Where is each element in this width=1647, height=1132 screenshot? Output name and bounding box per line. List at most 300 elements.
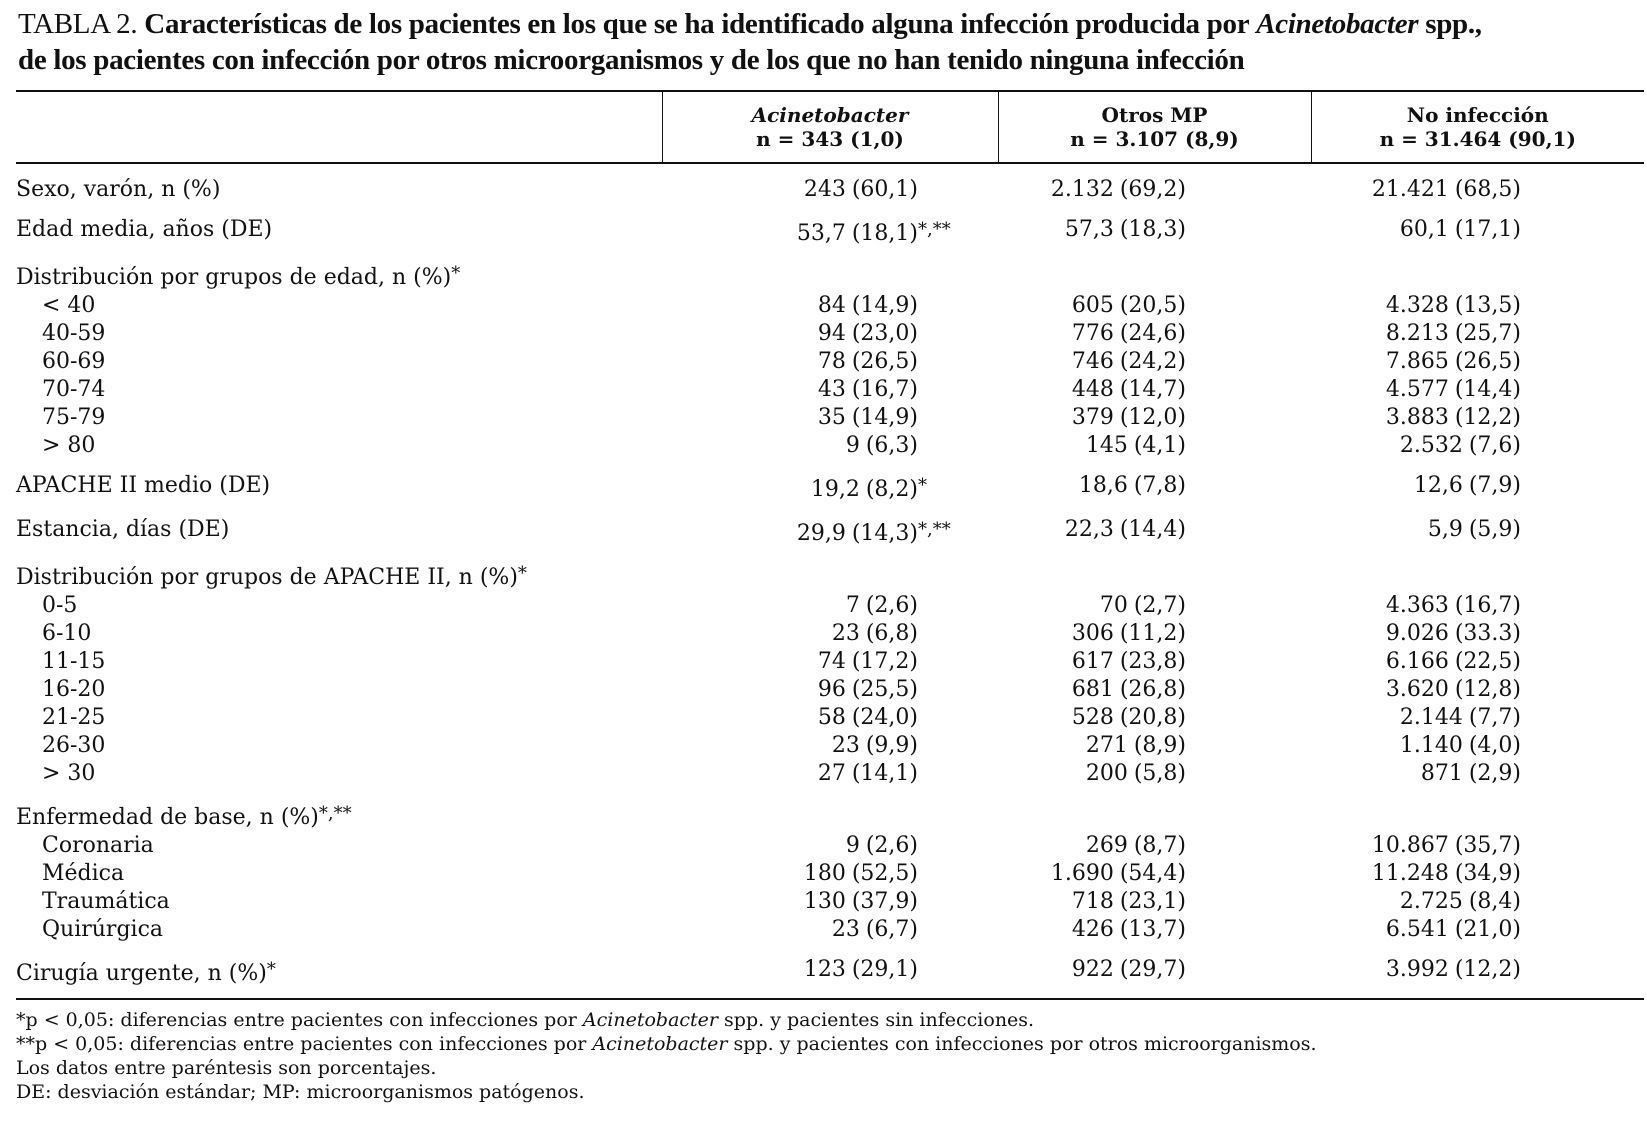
table-row <box>16 460 1644 504</box>
row-label: 6-10 <box>42 621 92 646</box>
value-percent: (14,4) <box>1454 377 1521 402</box>
value-percent: (16,7) <box>851 377 918 402</box>
header-acinetobacter <box>662 91 998 163</box>
value-percent: (12,8) <box>1454 677 1521 702</box>
row-label: Traumática <box>42 889 170 914</box>
value-percent: (34,9) <box>1454 861 1521 886</box>
value-wrap <box>1008 620 1186 648</box>
value-wrap <box>728 832 918 860</box>
value-cell <box>662 404 998 432</box>
value-cell <box>998 432 1311 460</box>
value-cell <box>998 548 1311 592</box>
value-count: 180 <box>803 861 846 886</box>
value-percent: (12,2) <box>1454 405 1521 430</box>
row-label-superscript: * <box>266 959 276 980</box>
value-count: 426 <box>1071 917 1114 942</box>
row-label-cell <box>16 376 662 404</box>
table-row <box>16 704 1644 732</box>
value-cell <box>662 548 998 592</box>
table-row <box>16 944 1644 999</box>
header-name: Acinetobacter <box>751 103 909 127</box>
value-count: 123 <box>803 957 846 982</box>
row-label-superscript: *,** <box>318 803 352 824</box>
value-count: 70 <box>1099 593 1128 618</box>
row-label-cell <box>16 460 662 504</box>
row-label: Distribución por grupos de edad, n (%) <box>16 265 452 290</box>
value-wrap <box>728 676 918 704</box>
value-percent: (2,7) <box>1133 593 1186 618</box>
value-count: 528 <box>1071 705 1114 730</box>
value-cell <box>1311 732 1644 760</box>
table-row <box>16 163 1644 204</box>
value-cell <box>998 676 1311 704</box>
value-count: 1.690 <box>1050 861 1114 886</box>
caption-line-2: de los pacientes con infección por otros microorganismos y de los que no han tenido ninguna infección <box>18 44 1245 76</box>
value-percent: (7,7) <box>1468 705 1521 730</box>
value-percent: (24,2) <box>1119 349 1186 374</box>
header-row <box>16 91 1644 163</box>
table-row <box>16 432 1644 460</box>
table-row <box>16 620 1644 648</box>
value-count: 35 <box>817 405 846 430</box>
value-cell <box>662 676 998 704</box>
value-wrap <box>728 732 918 760</box>
value-wrap <box>728 404 918 432</box>
value-percent: (4,1) <box>1133 433 1186 458</box>
value-cell <box>998 944 1311 999</box>
header-n: n = 343 (1,0) <box>756 127 904 151</box>
value-cell <box>998 163 1311 204</box>
value-count: 269 <box>1085 833 1128 858</box>
value-count: 681 <box>1071 677 1114 702</box>
value-wrap <box>1349 348 1521 376</box>
value-percent: (29,1) <box>851 957 918 982</box>
header-name: No infección <box>1406 103 1549 127</box>
value-cell <box>998 620 1311 648</box>
value-wrap <box>1349 620 1521 648</box>
value-count: 58 <box>817 705 846 730</box>
value-percent: (25,5) <box>851 677 918 702</box>
value-cell <box>1311 432 1644 460</box>
value-cell <box>998 376 1311 404</box>
value-wrap <box>1008 916 1186 944</box>
value-percent: (8,7) <box>1133 833 1186 858</box>
value-percent: (6,7) <box>865 917 918 942</box>
value-count: 776 <box>1071 321 1114 346</box>
value-wrap <box>728 648 918 676</box>
row-label-cell <box>16 916 662 944</box>
value-wrap <box>1008 376 1186 404</box>
row-label-cell <box>16 163 662 204</box>
value-percent: (21,0) <box>1454 917 1521 942</box>
value-percent: (2,9) <box>1468 761 1521 786</box>
value-percent: (7,8) <box>1133 473 1186 498</box>
value-wrap <box>1008 956 1186 984</box>
value-wrap <box>728 916 918 944</box>
value-cell <box>1311 648 1644 676</box>
value-percent: (8,4) <box>1468 889 1521 914</box>
value-wrap <box>1349 676 1521 704</box>
row-label: 21-25 <box>42 705 106 730</box>
value-cell <box>662 292 998 320</box>
value-cell <box>1311 163 1644 204</box>
value-cell <box>998 292 1311 320</box>
value-wrap <box>728 860 918 888</box>
value-cell <box>662 504 998 548</box>
value-cell <box>1311 292 1644 320</box>
value-wrap <box>1349 732 1521 760</box>
value-cell <box>1311 376 1644 404</box>
value-cell <box>662 704 998 732</box>
row-label: > 80 <box>42 433 96 458</box>
value-count: 1.140 <box>1399 733 1463 758</box>
value-percent: (14,9) <box>851 293 918 318</box>
value-count: 23 <box>831 621 860 646</box>
row-label: < 40 <box>42 293 96 318</box>
value-count: 718 <box>1071 889 1114 914</box>
value-wrap <box>1349 376 1521 404</box>
value-cell <box>1311 592 1644 620</box>
value-percent: (14,3) <box>851 521 918 546</box>
value-count: 94 <box>817 321 846 346</box>
caption-title-part1: Características de los pacientes en los que se ha identificado alguna infección producida por <box>144 8 1250 40</box>
row-label-cell <box>16 888 662 916</box>
value-wrap <box>1008 216 1186 244</box>
value-count: 379 <box>1071 405 1114 430</box>
value-wrap <box>1349 292 1521 320</box>
value-cell <box>1311 404 1644 432</box>
value-percent: (17,1) <box>1454 217 1521 242</box>
row-label: Distribución por grupos de APACHE II, n (%) <box>16 565 518 590</box>
header-empty <box>16 91 662 163</box>
value-wrap <box>1008 348 1186 376</box>
value-wrap <box>1349 704 1521 732</box>
row-label: Quirúrgica <box>42 917 163 942</box>
value-superscript: *,** <box>918 519 951 540</box>
value-percent: (23,0) <box>851 321 918 346</box>
value-cell <box>1311 788 1644 832</box>
value-count: 243 <box>803 177 846 202</box>
row-label: Estancia, días (DE) <box>16 517 230 542</box>
value-percent: (29,7) <box>1119 957 1186 982</box>
value-count: 605 <box>1071 293 1114 318</box>
table-row <box>16 376 1644 404</box>
header-n: n = 3.107 (8,9) <box>1070 127 1239 151</box>
row-label: Enfermedad de base, n (%) <box>16 805 319 830</box>
value-percent: (33.3) <box>1454 621 1521 646</box>
value-count: 448 <box>1071 377 1114 402</box>
value-count: 145 <box>1085 433 1128 458</box>
footnote-3: Los datos entre paréntesis son porcentajes. <box>16 1057 437 1079</box>
value-count: 23 <box>831 733 860 758</box>
value-percent: (4,0) <box>1468 733 1521 758</box>
value-cell <box>662 204 998 248</box>
value-wrap <box>1349 176 1521 204</box>
value-percent: (5,9) <box>1468 517 1521 542</box>
value-percent: (18,1) <box>851 221 918 246</box>
value-wrap <box>728 348 918 376</box>
value-count: 22,3 <box>1064 517 1114 542</box>
value-count: 60,1 <box>1399 217 1449 242</box>
table-row <box>16 320 1644 348</box>
value-percent: (37,9) <box>851 889 918 914</box>
value-count: 53,7 <box>796 221 846 246</box>
value-wrap <box>728 476 918 504</box>
value-percent: (69,2) <box>1119 177 1186 202</box>
table-row <box>16 292 1644 320</box>
value-percent: (20,8) <box>1119 705 1186 730</box>
table-row <box>16 676 1644 704</box>
value-cell <box>998 320 1311 348</box>
value-wrap <box>1349 516 1521 544</box>
value-cell <box>662 376 998 404</box>
value-count: 4.363 <box>1385 593 1449 618</box>
value-percent: (13,5) <box>1454 293 1521 318</box>
row-label: Edad media, años (DE) <box>16 217 273 242</box>
value-cell <box>998 788 1311 832</box>
value-percent: (52,5) <box>851 861 918 886</box>
value-percent: (22,5) <box>1454 649 1521 674</box>
value-count: 74 <box>817 649 846 674</box>
value-count: 3.883 <box>1385 405 1449 430</box>
row-label: 40-59 <box>42 321 106 346</box>
row-label: 16-20 <box>42 677 106 702</box>
row-label: 60-69 <box>42 349 106 374</box>
value-cell <box>662 592 998 620</box>
value-percent: (24,6) <box>1119 321 1186 346</box>
value-wrap <box>1008 676 1186 704</box>
value-wrap <box>1008 860 1186 888</box>
value-cell <box>662 432 998 460</box>
value-count: 4.577 <box>1385 377 1449 402</box>
value-cell <box>1311 944 1644 999</box>
table-footnotes <box>16 1008 1644 1104</box>
value-percent: (5,8) <box>1133 761 1186 786</box>
value-wrap <box>1008 592 1186 620</box>
row-label-cell <box>16 592 662 620</box>
value-wrap <box>1008 176 1186 204</box>
caption-title-part2: spp., <box>1425 8 1482 40</box>
table-row <box>16 832 1644 860</box>
value-percent: (2,6) <box>865 593 918 618</box>
value-cell <box>662 248 998 292</box>
row-label-cell <box>16 204 662 248</box>
value-percent: (2,6) <box>865 833 918 858</box>
table-row <box>16 860 1644 888</box>
footnote-text: spp. y pacientes con infecciones por otros microorganismos. <box>727 1033 1317 1055</box>
value-count: 9.026 <box>1385 621 1449 646</box>
value-cell <box>998 248 1311 292</box>
value-wrap <box>1349 432 1521 460</box>
value-percent: (12,2) <box>1454 957 1521 982</box>
value-superscript: *,** <box>918 219 951 240</box>
value-count: 617 <box>1071 649 1114 674</box>
row-label-cell <box>16 504 662 548</box>
table-row <box>16 888 1644 916</box>
value-wrap <box>1008 704 1186 732</box>
value-wrap <box>1349 916 1521 944</box>
value-wrap <box>728 592 918 620</box>
value-count: 922 <box>1071 957 1114 982</box>
row-label-cell <box>16 248 662 292</box>
table-row <box>16 760 1644 788</box>
value-count: 3.620 <box>1385 677 1449 702</box>
value-wrap <box>728 888 918 916</box>
table-row <box>16 204 1644 248</box>
value-cell <box>1311 460 1644 504</box>
value-count: 23 <box>831 917 860 942</box>
value-cell <box>998 592 1311 620</box>
table-row <box>16 548 1644 592</box>
value-cell <box>998 348 1311 376</box>
value-count: 27 <box>817 761 846 786</box>
value-percent: (16,7) <box>1454 593 1521 618</box>
value-percent: (23,1) <box>1119 889 1186 914</box>
value-wrap <box>728 520 918 548</box>
table-row <box>16 592 1644 620</box>
value-wrap <box>728 376 918 404</box>
table-body <box>16 163 1644 999</box>
value-cell <box>998 460 1311 504</box>
value-cell <box>1311 348 1644 376</box>
footnote-text: *p < 0,05: diferencias entre pacientes con infecciones por <box>16 1009 583 1031</box>
value-wrap <box>1008 292 1186 320</box>
value-percent: (17,2) <box>851 649 918 674</box>
value-percent: (18,3) <box>1119 217 1186 242</box>
value-wrap <box>1008 760 1186 788</box>
header-otros-mp <box>998 91 1311 163</box>
value-percent: (54,4) <box>1119 861 1186 886</box>
table-caption <box>18 6 1644 78</box>
value-wrap <box>728 620 918 648</box>
value-cell <box>1311 760 1644 788</box>
value-cell <box>662 860 998 888</box>
value-wrap <box>728 220 918 248</box>
value-cell <box>662 944 998 999</box>
value-percent: (23,8) <box>1119 649 1186 674</box>
value-count: 2.144 <box>1399 705 1463 730</box>
footnote-italic: Acinetobacter <box>582 1009 718 1031</box>
value-wrap <box>1349 472 1521 500</box>
value-wrap <box>1008 404 1186 432</box>
value-count: 130 <box>803 889 846 914</box>
row-label: Médica <box>42 861 125 886</box>
caption-line-1 <box>18 6 1644 42</box>
value-count: 18,6 <box>1078 473 1128 498</box>
value-count: 271 <box>1085 733 1128 758</box>
value-cell <box>998 860 1311 888</box>
value-cell <box>1311 832 1644 860</box>
row-label-cell <box>16 292 662 320</box>
value-percent: (26,8) <box>1119 677 1186 702</box>
value-percent: (14,9) <box>851 405 918 430</box>
value-percent: (14,1) <box>851 761 918 786</box>
value-count: 10.867 <box>1371 833 1449 858</box>
value-count: 6.541 <box>1385 917 1449 942</box>
value-wrap <box>1349 320 1521 348</box>
value-cell <box>998 732 1311 760</box>
footnote-text: spp. y pacientes sin infecciones. <box>718 1009 1035 1031</box>
value-wrap <box>1008 432 1186 460</box>
value-cell <box>998 648 1311 676</box>
row-label-cell <box>16 732 662 760</box>
table-row <box>16 916 1644 944</box>
value-percent: (35,7) <box>1454 833 1521 858</box>
value-count: 9 <box>845 833 860 858</box>
value-percent: (13,7) <box>1119 917 1186 942</box>
value-superscript: * <box>918 475 927 496</box>
value-wrap <box>1008 888 1186 916</box>
value-count: 2.132 <box>1050 177 1114 202</box>
value-cell <box>662 320 998 348</box>
value-cell <box>662 348 998 376</box>
table-row <box>16 248 1644 292</box>
value-cell <box>1311 916 1644 944</box>
footnote-italic: Acinetobacter <box>592 1033 728 1055</box>
value-percent: (14,7) <box>1119 377 1186 402</box>
value-count: 19,2 <box>810 477 860 502</box>
value-wrap <box>1349 888 1521 916</box>
value-wrap <box>1349 860 1521 888</box>
row-label-cell <box>16 432 662 460</box>
value-wrap <box>1008 472 1186 500</box>
value-wrap <box>728 176 918 204</box>
value-count: 746 <box>1071 349 1114 374</box>
value-cell <box>998 760 1311 788</box>
value-count: 96 <box>817 677 846 702</box>
value-cell <box>1311 888 1644 916</box>
row-label-cell <box>16 944 662 999</box>
row-label-cell <box>16 548 662 592</box>
value-cell <box>1311 320 1644 348</box>
value-percent: (9,9) <box>865 733 918 758</box>
value-wrap <box>1008 732 1186 760</box>
value-cell <box>662 916 998 944</box>
row-label: 75-79 <box>42 405 106 430</box>
value-percent: (24,0) <box>851 705 918 730</box>
value-count: 8.213 <box>1385 321 1449 346</box>
value-percent: (25,7) <box>1454 321 1521 346</box>
header-n: n = 31.464 (90,1) <box>1379 127 1576 151</box>
value-cell <box>662 732 998 760</box>
value-count: 9 <box>845 433 860 458</box>
value-wrap <box>1349 404 1521 432</box>
value-wrap <box>1008 832 1186 860</box>
value-cell <box>662 832 998 860</box>
table-page <box>16 6 1644 1104</box>
value-percent: (8,2) <box>865 477 918 502</box>
value-percent: (26,5) <box>851 349 918 374</box>
value-count: 7.865 <box>1385 349 1449 374</box>
value-wrap <box>728 704 918 732</box>
value-count: 306 <box>1071 621 1114 646</box>
value-wrap <box>1349 216 1521 244</box>
footnote-text: **p < 0,05: diferencias entre pacientes con infecciones por <box>16 1033 593 1055</box>
value-wrap <box>1349 832 1521 860</box>
value-percent: (7,6) <box>1468 433 1521 458</box>
value-count: 21.421 <box>1371 177 1449 202</box>
row-label-cell <box>16 860 662 888</box>
value-cell <box>998 204 1311 248</box>
value-cell <box>662 788 998 832</box>
row-label-cell <box>16 404 662 432</box>
value-cell <box>662 648 998 676</box>
value-cell <box>1311 248 1644 292</box>
value-count: 11.248 <box>1371 861 1449 886</box>
value-percent: (6,3) <box>865 433 918 458</box>
table-row <box>16 404 1644 432</box>
footnote-1 <box>16 1008 1644 1032</box>
